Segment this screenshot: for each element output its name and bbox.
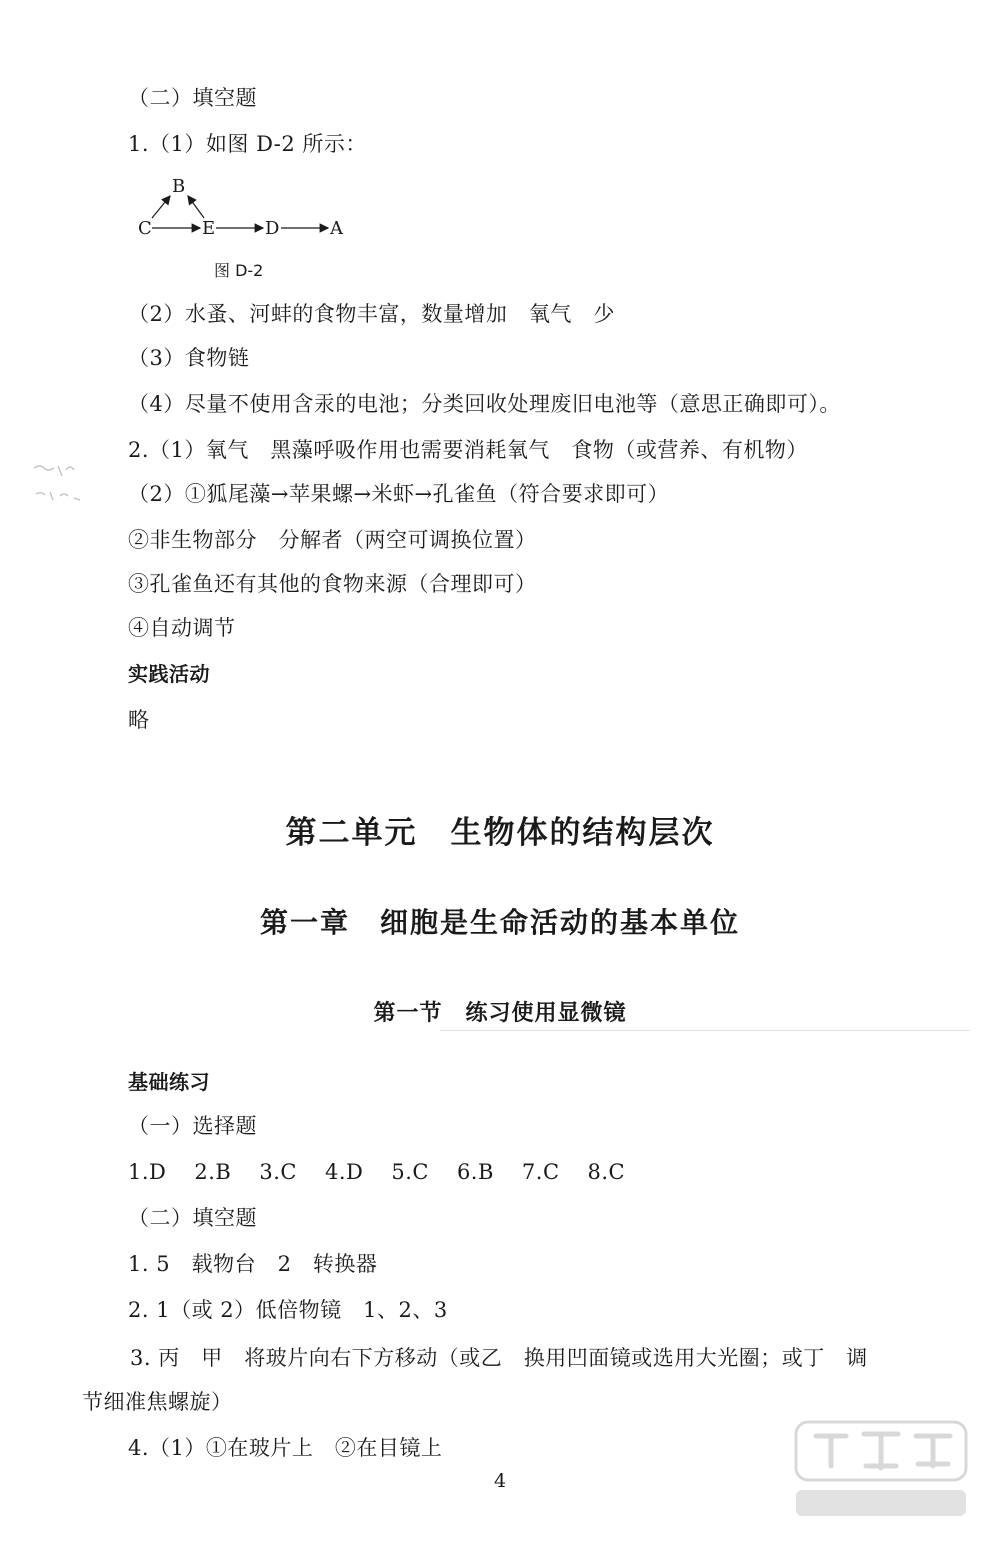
practice-heading: 实践活动 (128, 662, 210, 686)
scan-artifact (30, 460, 110, 512)
fill-in-heading: （二）填空题 (128, 86, 257, 110)
watermark-logo (786, 1414, 976, 1524)
answer-8: 8.C (587, 1160, 626, 1184)
answer-7: 7.C (521, 1160, 560, 1184)
basic-practice-heading: 基础练习 (128, 1070, 210, 1094)
choice-heading: （一）选择题 (128, 1114, 257, 1138)
question-2-part-2: （2）①狐尾藻→苹果螺→米虾→孔雀鱼（符合要求即可） (128, 482, 670, 506)
fill-answer-4: 4.（1）①在玻片上 ②在目镜上 (128, 1436, 443, 1460)
page-number: 4 (493, 1470, 507, 1492)
fill-answer-2: 2. 1（或 2）低倍物镜 1、2、3 (128, 1298, 448, 1322)
question-1-part-1: 1.（1）如图 D-2 所示： (128, 132, 367, 156)
choice-answers (128, 1158, 625, 1186)
node-c: C (138, 218, 152, 239)
question-2-item-2: ②非生物部分 分解者（两空可调换位置） (128, 528, 537, 552)
question-1-part-3: （3）食物链 (128, 346, 250, 370)
question-2-part-1: 2.（1）氧气 黑藻呼吸作用也需要消耗氧气 食物（或营养、有机物） (128, 438, 808, 462)
node-e: E (202, 218, 216, 239)
chapter-title: 第一章 细胞是生命活动的基本单位 (259, 906, 740, 939)
fill-in-heading-2: （二）填空题 (128, 1206, 257, 1230)
practice-answer: 略 (128, 708, 150, 732)
question-1-part-2: （2）水蚤、河蚌的食物丰富，数量增加 氧气 少 (128, 302, 615, 326)
answer-4: 4.D (324, 1160, 364, 1184)
answer-5: 5.C (391, 1160, 429, 1184)
food-web-diagram (130, 172, 370, 242)
answer-6: 6.B (456, 1160, 494, 1184)
fill-answer-3-cont: 节细准焦螺旋） (82, 1390, 233, 1414)
question-2-item-3: ③孔雀鱼还有其他的食物来源（合理即可） (128, 572, 537, 596)
node-b: B (172, 176, 186, 197)
answer-1: 1.D (128, 1160, 167, 1184)
fill-answer-3: 3. 丙 甲 将玻片向右下方移动（或乙 换用凹面镜或选用大光圈；或丁 调 (130, 1346, 868, 1370)
arrow-e-b (188, 196, 204, 218)
unit-title: 第二单元 生物体的结构层次 (285, 815, 715, 851)
fill-answer-1: 1. 5 载物台 2 转换器 (128, 1252, 378, 1276)
node-a: A (330, 218, 343, 239)
question-2-item-4: ④自动调节 (128, 616, 236, 640)
figure-caption: 图 D-2 (214, 261, 264, 280)
question-1-part-4: （4）尽量不使用含汞的电池；分类回收处理废旧电池等（意思正确即可）。 (128, 392, 841, 416)
arrow-c-b (152, 196, 170, 218)
answer-2: 2.B (194, 1160, 232, 1184)
section-title: 第一节 练习使用显微镜 (373, 1001, 627, 1026)
node-d: D (265, 218, 280, 239)
answer-3: 3.C (259, 1160, 297, 1184)
scan-line (440, 1030, 970, 1031)
